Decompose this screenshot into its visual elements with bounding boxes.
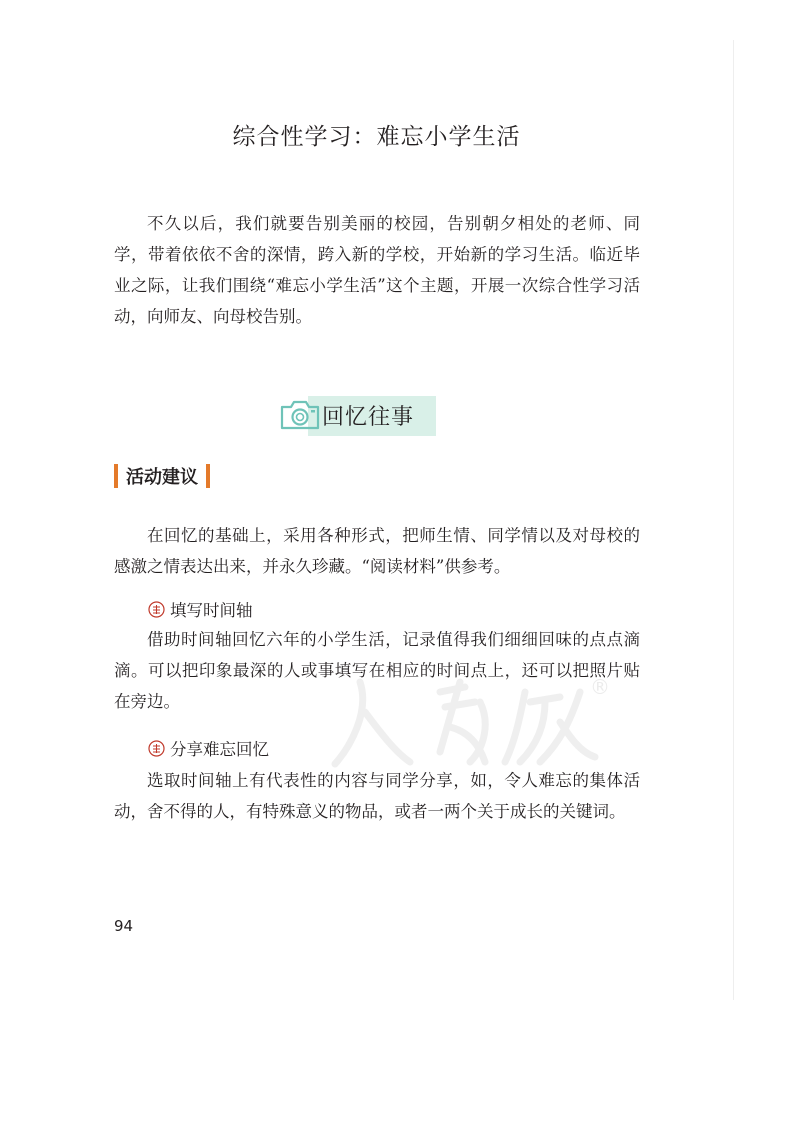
item-title: 填写时间轴	[170, 601, 253, 620]
heading-bar-right	[206, 464, 210, 488]
page-number: 94	[114, 917, 134, 935]
item-body-timeline: 借助时间轴回忆六年的小学生活，记录值得我们细细回味的点点滴滴。可以把印象最深的人或事填写在相应的时间点上，还可以把照片贴在旁边。	[114, 630, 640, 711]
item-body-share: 选取时间轴上有代表性的内容与同学分享，如，令人难忘的集体活动，舍不得的人，有特殊意义的物品，或者一两个关于成长的关键词。	[114, 771, 640, 821]
section-banner	[278, 393, 436, 437]
heading-bar-left	[114, 464, 118, 488]
suggestion-intro-paragraph: 在回忆的基础上，采用各种形式，把师生情、同学情以及对母校的感激之情表达出来，并永久珍藏。“阅读材料”供参考。	[114, 526, 640, 576]
suggestion-heading-text: 活动建议	[126, 467, 198, 488]
intro-paragraph: 不久以后，我们就要告别美丽的校园，告别朝夕相处的老师、同学，带着依依不舍的深情，跨入新的学校，开始新的学习生活。临近毕业之际，让我们围绕“难忘小学生活”这个主题，开展一次综合性学习活动，向师友、向母校告别。	[114, 214, 640, 326]
item-title: 分享难忘回忆	[170, 740, 269, 759]
camera-icon	[278, 395, 322, 433]
item-heading-timeline	[148, 597, 253, 621]
item-heading-share	[148, 736, 269, 760]
publisher-watermark-icon	[330, 672, 620, 772]
seal-icon	[148, 601, 165, 618]
seal-icon	[148, 740, 165, 757]
registered-mark-icon: ®	[590, 675, 610, 699]
page-edge-line	[733, 40, 734, 1000]
page-title: 综合性学习：难忘小学生活	[232, 124, 521, 150]
section-title: 回忆往事	[322, 405, 415, 430]
suggestion-heading	[114, 463, 210, 489]
